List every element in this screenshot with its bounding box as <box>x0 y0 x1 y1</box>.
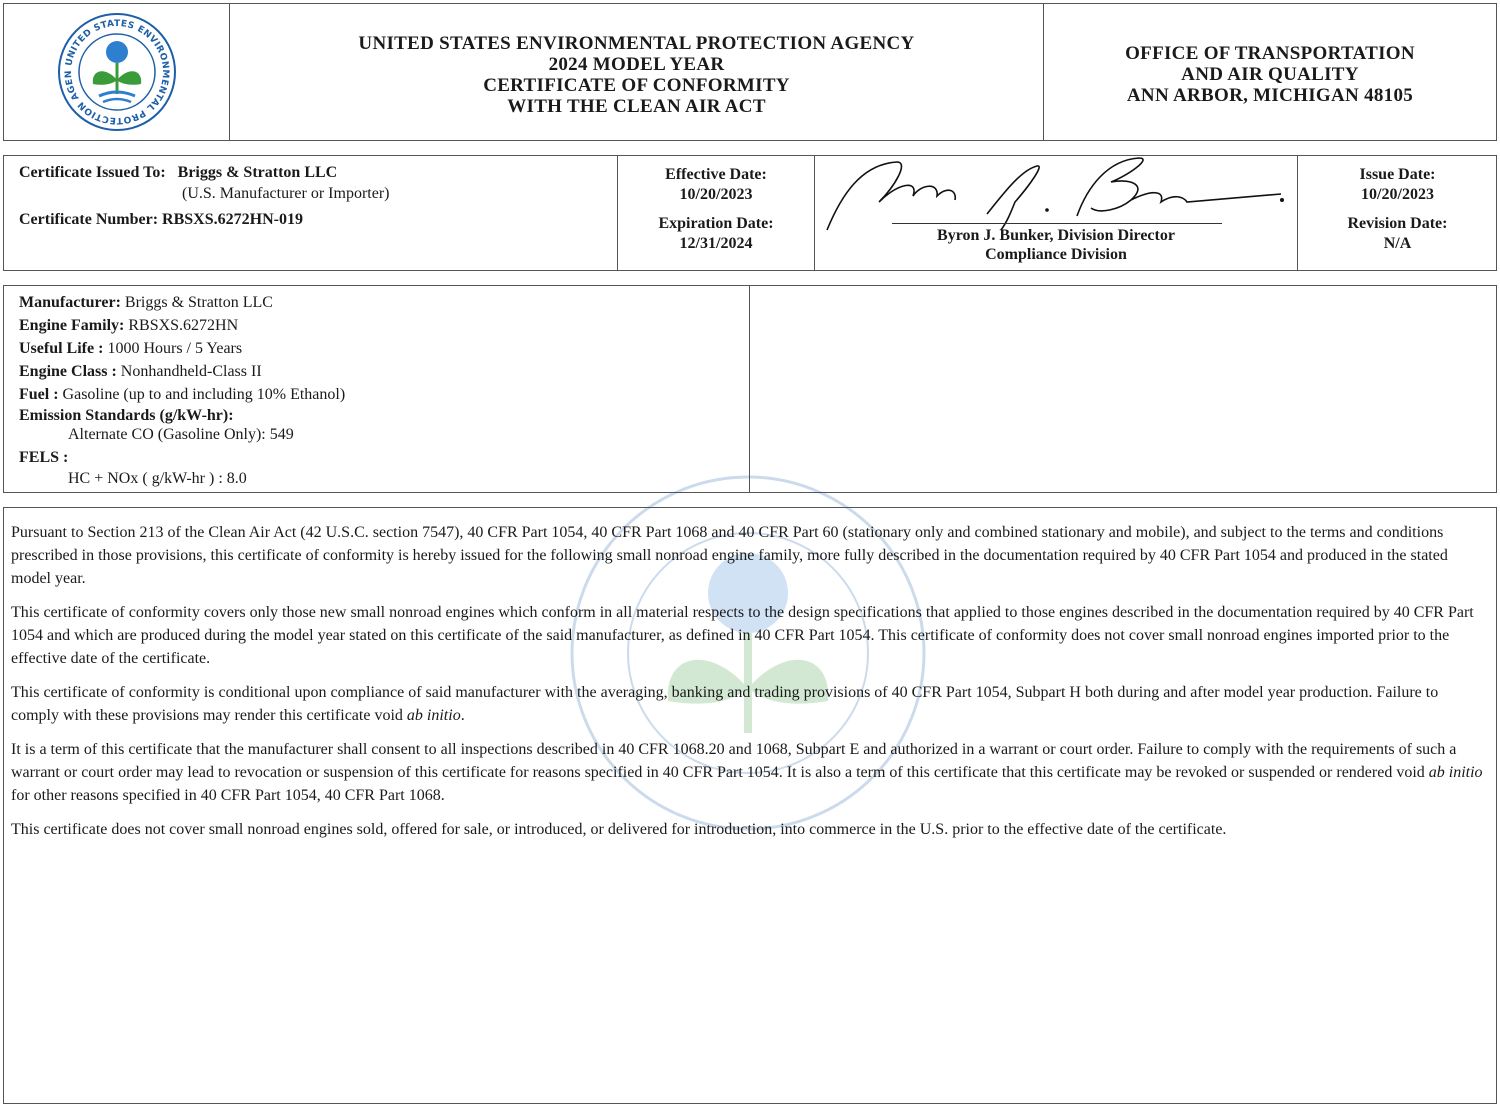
signer-division: Compliance Division <box>985 246 1127 263</box>
engine-class-label: Engine Class : <box>19 363 117 380</box>
useful-life-row <box>19 337 345 360</box>
issued-to <box>19 161 337 184</box>
paragraph-4-italic: ab initio <box>1428 764 1483 781</box>
issued-to-value: Briggs & Stratton LLC <box>177 164 338 181</box>
revision-date-label: Revision Date: <box>1347 215 1448 232</box>
body-paragraph-3 <box>11 681 1483 727</box>
title-line-agency: UNITED STATES ENVIRONMENTAL PROTECTION AGENCY <box>358 33 915 54</box>
certificate-number <box>19 208 303 231</box>
fels-value: HC + NOx ( g/kW-hr ) : 8.0 <box>68 470 247 487</box>
fuel-label: Fuel : <box>19 386 59 403</box>
title-line-certificate: CERTIFICATE OF CONFORMITY <box>483 75 790 96</box>
office-line-3: ANN ARBOR, MICHIGAN 48105 <box>1126 85 1414 106</box>
paragraph-4-end: for other reasons specified in 40 CFR Part 1054, 40 CFR Part 1068. <box>11 787 445 804</box>
emission-standards-value: Alternate CO (Gasoline Only): 549 <box>68 426 294 443</box>
engine-class-row <box>19 360 345 383</box>
body-paragraph-5: This certificate does not cover small nonroad engines sold, offered for sale, or introduced, or delivered for introduction, into commerce in the U.S. prior to the effective date of the certificate. <box>11 821 1227 838</box>
signature-block <box>815 156 1297 270</box>
effective-date-value: 10/20/2023 <box>679 186 753 203</box>
issued-to-label: Certificate Issued To: <box>19 164 166 181</box>
office-line-1: OFFICE OF TRANSPORTATION <box>1125 43 1415 64</box>
issued-to-note: (U.S. Manufacturer or Importer) <box>182 185 390 202</box>
engine-family-value: RBSXS.6272HN <box>128 317 239 334</box>
engine-family-row <box>19 314 345 337</box>
signature-line <box>892 223 1222 224</box>
certificate-title <box>230 33 1043 117</box>
expiration-date-label: Expiration Date: <box>658 215 774 232</box>
title-line-model-year: 2024 MODEL YEAR <box>548 54 725 75</box>
fuel-value: Gasoline (up to and including 10% Ethanol) <box>62 386 346 403</box>
paragraph-3-text: This certificate of conformity is conditional upon compliance of said manufacturer with the averaging, banking and trading provisions of 40 CFR Part 1054, Subpart H both during and after model year production. Failure to comply with these provisions may render this certificate void <box>11 684 1439 724</box>
fels-label: FELS : <box>19 449 69 466</box>
svg-text:UNITED STATES ENVIRONMENTAL PR: UNITED STATES ENVIRONMENTAL PROTECTION AGEN <box>63 18 171 126</box>
paragraph-3-end: . <box>460 707 465 724</box>
dates-issue-revision <box>1298 165 1497 254</box>
body-paragraph-2: This certificate of conformity covers only those new small nonroad engines which conform in all material respects to the design specifications that applied to those engines described in the documentation required by 40 CFR Part 1054 and which are produced during the model year stated on this certificate of the said manufacturer, as defined in 40 CFR Part 1054. This certificate of conformity does not cover small nonroad engines imported prior to the effective date of the certificate. <box>11 604 1474 667</box>
signer-name: Byron J. Bunker, Division Director <box>937 227 1175 244</box>
body-paragraph-1: Pursuant to Section 213 of the Clean Air Act (42 U.S.C. section 7547), 40 CFR Part 1054, 40 CFR Part 1068 and 40 CFR Part 60 (stationary only and combined stationary and mobile), and subject to the terms and conditions prescribed in those provisions, this certificate of conformity is hereby issued for the following small nonroad engine family, more fully described in the documentation required by 40 CFR Part 1054 and produced in the stated model year. <box>11 524 1448 587</box>
effective-date-label: Effective Date: <box>665 166 767 183</box>
manufacturer-value: Briggs & Stratton LLC <box>124 294 273 311</box>
useful-life-label: Useful Life : <box>19 340 104 357</box>
engine-details <box>19 291 345 490</box>
director-signature <box>815 156 1297 236</box>
certificate-body-text <box>11 521 1483 852</box>
manufacturer-label: Manufacturer: <box>19 294 121 311</box>
certificate-number-label: Certificate Number: <box>19 211 159 228</box>
epa-seal-logo <box>55 12 179 132</box>
certificate-number-value: RBSXS.6272HN-019 <box>162 211 303 228</box>
engine-class-value: Nonhandheld-Class II <box>120 363 262 380</box>
expiration-date-value: 12/31/2024 <box>679 235 753 252</box>
manufacturer-row <box>19 291 345 314</box>
emission-standards-label: Emission Standards (g/kW-hr): <box>19 407 234 424</box>
dates-effective-expiration <box>618 165 814 254</box>
useful-life-value: 1000 Hours / 5 Years <box>107 340 243 357</box>
body-paragraph-4 <box>11 738 1483 807</box>
paragraph-3-italic: ab initio <box>406 707 461 724</box>
issue-date-label: Issue Date: <box>1359 166 1436 183</box>
office-address <box>1044 43 1496 106</box>
engine-family-label: Engine Family: <box>19 317 125 334</box>
title-line-clean-air-act: WITH THE CLEAN AIR ACT <box>507 96 766 117</box>
fuel-row <box>19 383 345 406</box>
issue-date-value: 10/20/2023 <box>1361 186 1434 203</box>
details-divider <box>749 285 750 493</box>
paragraph-4-text: It is a term of this certificate that the manufacturer shall consent to all inspections described in 40 CFR 1068.20 and 1068, Subpart E and authorized in a warrant or court order. Failure to comply with the requirements of such a warrant or court order may lead to revocation or suspension of this certificate for reasons specified in 40 CFR Part 1054. It is also a term of this certificate that this certificate may be revoked or suspended or rendered void <box>11 741 1457 781</box>
revision-date-value: N/A <box>1383 235 1412 252</box>
office-line-2: AND AIR QUALITY <box>1181 64 1359 85</box>
